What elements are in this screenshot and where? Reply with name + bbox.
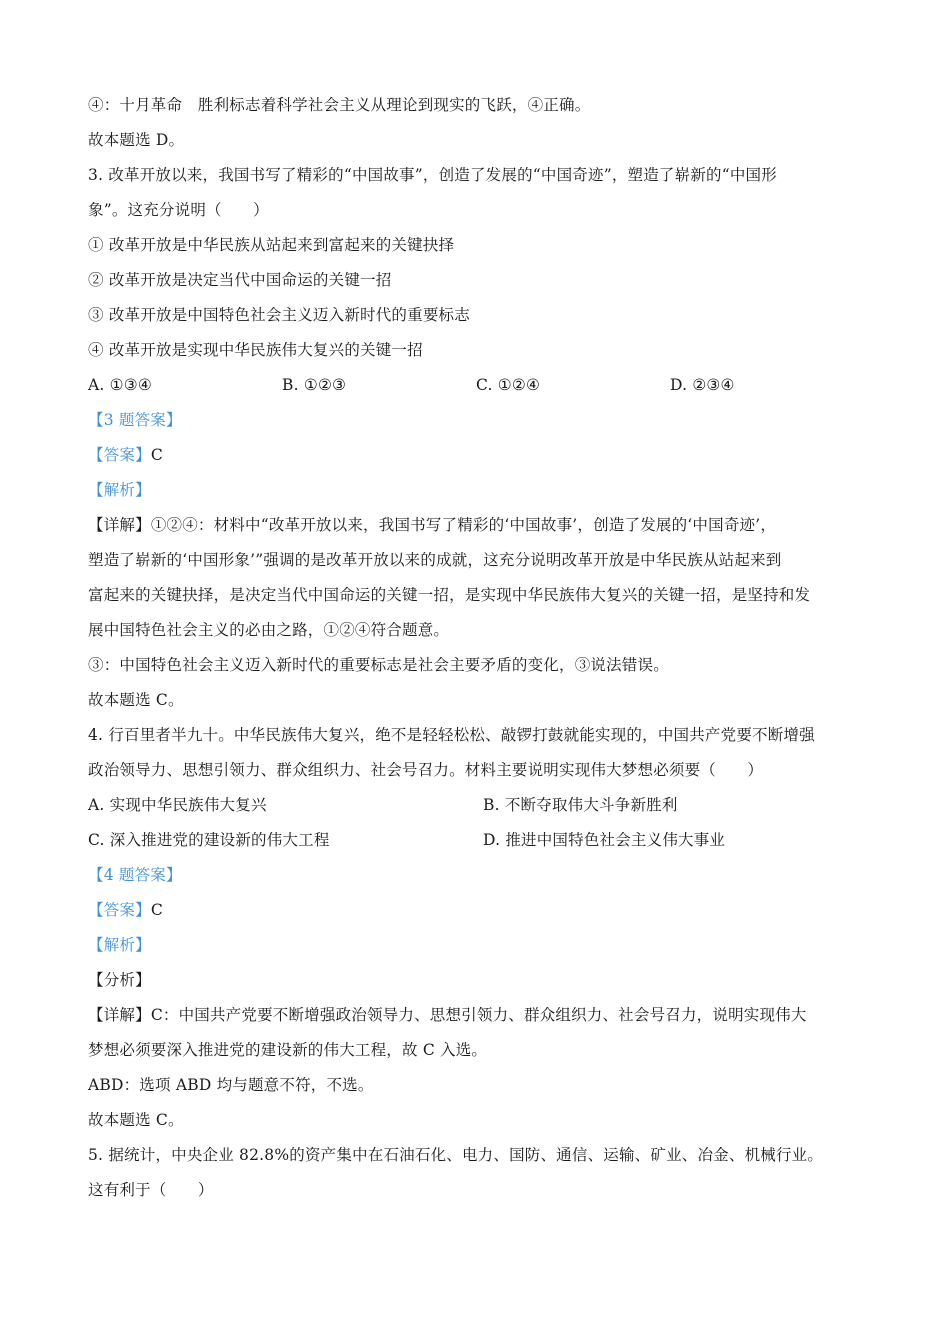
- question-stem: 4. 行百里者半九十。中华民族伟大复兴，绝不是轻轻松松、敲锣打鼓就能实现的，中国共产党要不断增强: [88, 726, 815, 744]
- analysis-label: 【解析】: [88, 936, 151, 954]
- statement-item: ① 改革开放是中华民族从站起来到富起来的关键抉择: [88, 236, 455, 254]
- question-stem: 象”。这充分说明（ ）: [88, 201, 269, 219]
- question-stem: 这有利于（ ）: [88, 1181, 214, 1199]
- answer-options: [88, 823, 878, 858]
- question-5: [88, 1138, 878, 1208]
- detail-text: ①②④：材料中“改革开放以来，我国书写了精彩的‘中国故事’，创造了发展的‘中国奇迹’，: [150, 516, 777, 534]
- answer-value: C: [150, 901, 163, 919]
- conclusion: 故本题选 C。: [88, 691, 184, 709]
- detail-line: ③：中国特色社会主义迈入新时代的重要标志是社会主要矛盾的变化，③说法错误。: [88, 656, 669, 674]
- text-line: ④：十月革命 胜利标志着科学社会主义从理论到现实的飞跃，④正确。: [88, 96, 591, 114]
- conclusion: 故本题选 C。: [88, 1111, 184, 1129]
- option-d: D. 推进中国特色社会主义伟大事业: [483, 831, 726, 849]
- answer-header: 【4 题答案】: [88, 866, 182, 884]
- detail-text: C：中国共产党要不断增强政治领导力、思想引领力、群众组织力、社会号召力，说明实现伟大: [150, 1006, 807, 1024]
- detail-line: 塑造了崭新的‘中国形象’”强调的是改革开放以来的成就，这充分说明改革开放是中华民族从站起来到: [88, 551, 782, 569]
- answer-header: 【3 题答案】: [88, 411, 182, 429]
- detail-label: 【详解】: [88, 1006, 151, 1024]
- option-d: D. ②③④: [670, 376, 735, 394]
- answer-options: [88, 368, 878, 403]
- option-b: B. ①②③: [282, 376, 347, 394]
- statement-item: ② 改革开放是决定当代中国命运的关键一招: [88, 271, 392, 289]
- detail-line: 梦想必须要深入推进党的建设新的伟大工程，故 C 入选。: [88, 1041, 488, 1059]
- detail-line: 展中国特色社会主义的必由之路，①②④符合题意。: [88, 621, 450, 639]
- detail-line: [88, 998, 878, 1033]
- text-line: 故本题选 D。: [88, 131, 185, 149]
- analysis-label: 【解析】: [88, 481, 151, 499]
- answer-line: [88, 438, 878, 473]
- detail-line: [88, 508, 878, 543]
- question-3: [88, 158, 878, 718]
- answer-line: [88, 893, 878, 928]
- question-stem: 政治领导力、思想引领力、群众组织力、社会号召力。材料主要说明实现伟大梦想必须要（ ）: [88, 761, 764, 779]
- question-stem: 5. 据统计，中央企业 82.8%的资产集中在石油石化、电力、国防、通信、运输、矿业、冶金、机械行业。: [88, 1146, 824, 1164]
- detail-line: 富起来的关键抉择，是决定当代中国命运的关键一招，是实现中华民族伟大复兴的关键一招，是坚持和发: [88, 586, 811, 604]
- analysis-sub-label: 【分析】: [88, 971, 151, 989]
- answer-label: 【答案】: [88, 901, 151, 919]
- question-stem: 3. 改革开放以来，我国书写了精彩的“中国故事”，创造了发展的“中国奇迹”，塑造了崭新的“中国形: [88, 166, 777, 184]
- document-page: [88, 88, 878, 1208]
- detail-label: 【详解】: [88, 516, 151, 534]
- option-b: B. 不断夺取伟大斗争新胜利: [483, 796, 678, 814]
- option-c: C. 深入推进党的建设新的伟大工程: [88, 831, 330, 849]
- option-c: C. ①②④: [476, 376, 541, 394]
- answer-label: 【答案】: [88, 446, 151, 464]
- answer-value: C: [150, 446, 163, 464]
- detail-line: ABD：选项 ABD 均与题意不符，不选。: [88, 1076, 374, 1094]
- option-a: A. ①③④: [88, 376, 152, 394]
- answer-options: [88, 788, 878, 823]
- statement-item: ③ 改革开放是中国特色社会主义迈入新时代的重要标志: [88, 306, 470, 324]
- statement-item: ④ 改革开放是实现中华民族伟大复兴的关键一招: [88, 341, 423, 359]
- question-4: [88, 718, 878, 1138]
- option-a: A. 实现中华民族伟大复兴: [88, 796, 267, 814]
